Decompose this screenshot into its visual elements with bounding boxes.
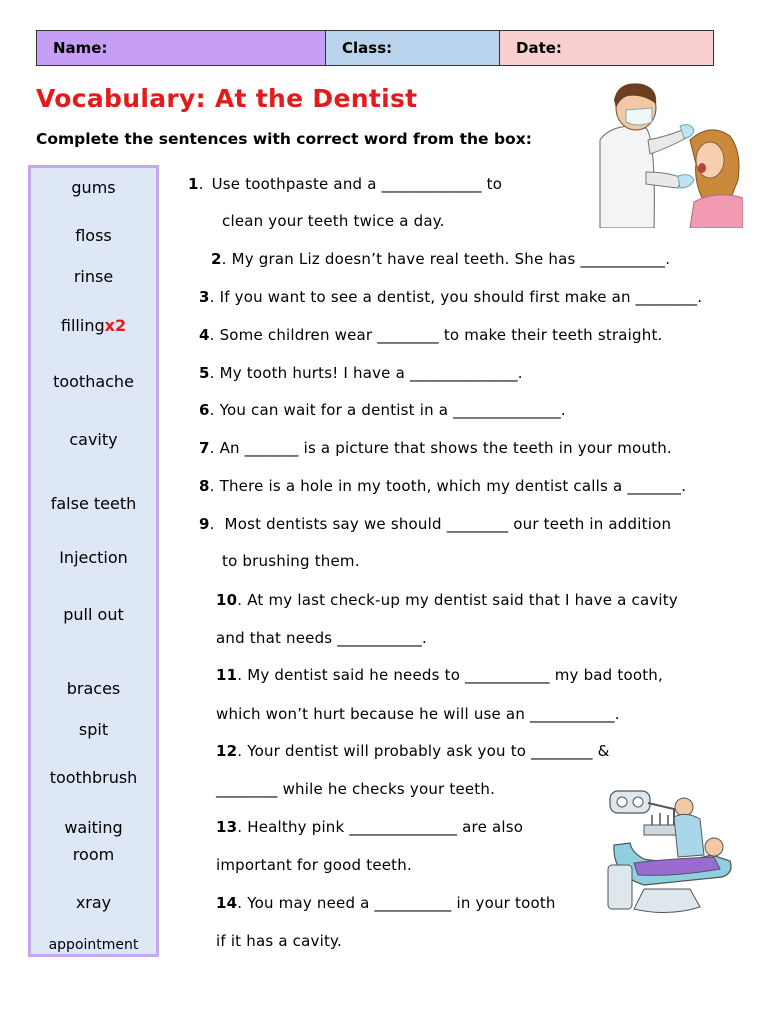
sentence-1: 1. Use toothpaste and a _____________ to [188,175,588,193]
sentence-4: 4. Some children wear ________ to make their teeth straight. [199,326,663,344]
sentence-13-line-2: important for good teeth. [216,856,412,874]
sentence-2: 2. My gran Liz doesn’t have real teeth. She has ___________. [211,250,671,268]
student-info-bar [36,30,714,66]
word-filling: fillingx2 [60,316,127,335]
word-cavity: cavity [69,430,118,449]
word-spit: spit [78,720,109,739]
sentence-14-line-2: if it has a cavity. [216,932,342,950]
word-braces: braces [66,679,121,698]
date-field[interactable] [500,31,713,65]
dental-chair-illustration [604,785,742,923]
sentence-10: 10. At my last check-up my dentist said that I have a cavity [216,591,678,609]
sentence-6: 6. You can wait for a dentist in a ______________. [199,401,566,419]
sentence-1-line-2: clean your teeth twice a day. [222,212,445,230]
class-label: Class: [342,39,393,57]
sentence-14: 14. You may need a __________ in your tooth [216,894,556,912]
word-xray: xray [75,893,112,912]
sentence-5: 5. My tooth hurts! I have a ______________. [199,364,523,382]
sentence-9-line-2: to brushing them. [222,552,360,570]
sentence-7: 7. An _______ is a picture that shows the teeth in your mouth. [199,439,672,457]
word-room: room [72,845,115,864]
word-injection: Injection [59,548,128,567]
word-toothbrush: toothbrush [49,768,138,787]
word-appointment: appointment [48,937,139,953]
sentence-11: 11. My dentist said he needs to ___________ my bad tooth, [216,666,663,684]
sentence-10-line-2: and that needs ___________. [216,629,427,647]
sentence-8: 8. There is a hole in my tooth, which my dentist calls a _______. [199,477,687,495]
name-label: Name: [53,39,108,57]
sentence-12: 12. Your dentist will probably ask you to ________ & [216,742,610,760]
word-false-teeth: false teeth [50,494,137,513]
date-label: Date: [516,39,562,57]
sentence-text: Use toothpaste and a _____________ to [211,175,503,193]
dentist-examining-patient-illustration [598,80,743,228]
instructions: Complete the sentences with correct word from the box: [36,130,532,148]
word-bank [28,165,159,957]
worksheet-title: Vocabulary: At the Dentist [36,84,418,113]
word-waiting: waiting [64,818,123,837]
sentence-number: 1 [188,175,199,193]
sentence-11-line-2: which won’t hurt because he will use an ___________. [216,705,620,723]
word-rinse: rinse [73,267,114,286]
sentence-12-line-2: ________ while he checks your teeth. [216,780,496,798]
word-gums: gums [71,178,116,197]
word-pull-out: pull out [63,605,124,624]
word-floss: floss [75,226,112,245]
name-field[interactable] [37,31,326,65]
word-toothache: toothache [53,372,134,391]
sentence-9: 9. Most dentists say we should ________ our teeth in addition [199,515,672,533]
class-field[interactable] [326,31,500,65]
count-marker: x2 [104,316,127,335]
sentence-13: 13. Healthy pink ______________ are also [216,818,524,836]
sentence-3: 3. If you want to see a dentist, you should first make an ________. [199,288,703,306]
